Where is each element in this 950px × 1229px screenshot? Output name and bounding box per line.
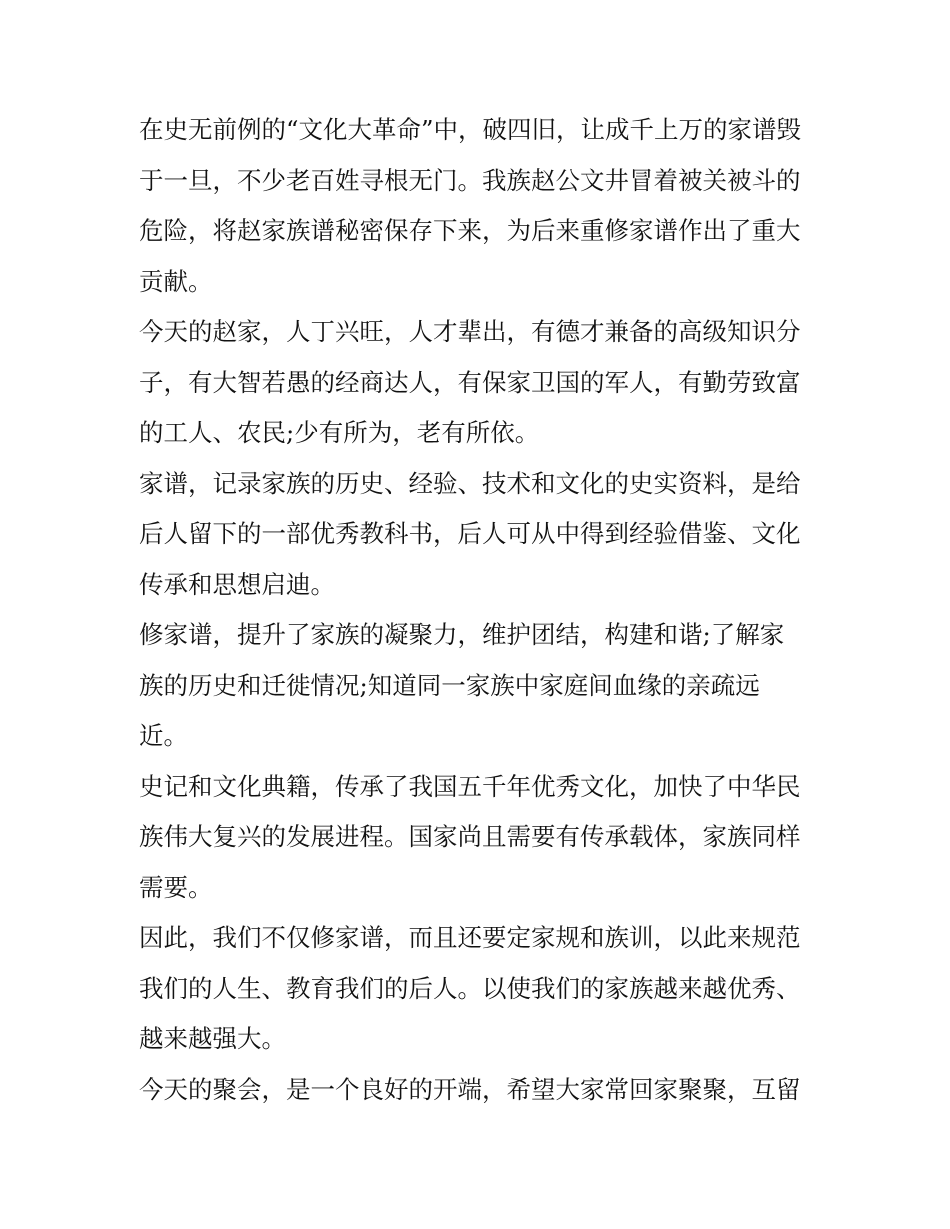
text-line: 在史无前例的“文化大革命”中，破四旧，让成千上万的家谱毁 xyxy=(139,115,802,144)
text-line: 史记和文化典籍，传承了我国五千年优秀文化，加快了中华民 xyxy=(139,771,801,801)
text-line: 今天的赵家，人丁兴旺，人才辈出，有德才兼备的高级知识分 xyxy=(139,317,801,346)
text-line: 越来越强大。 xyxy=(139,1024,286,1053)
text-line: 于一旦，不少老百姓寻根无门。我族赵公文井冒着被关被斗的 xyxy=(139,165,801,195)
text-line: 传承和思想启迪。 xyxy=(139,569,335,599)
text-line: 需要。 xyxy=(139,872,213,902)
text-line: 近。 xyxy=(139,721,188,750)
text-line: 因此，我们不仅修家谱，而且还要定家规和族训，以此来规范 xyxy=(139,923,801,952)
text-line: 家谱，记录家族的历史、经验、技术和文化的史实资料，是给 xyxy=(139,468,801,498)
text-line: 我们的人生、教育我们的后人。以使我们的家族越来越优秀、 xyxy=(139,973,801,1003)
text-line: 修家谱，提升了家族的凝聚力，维护团结，构建和谐;了解家 xyxy=(139,620,785,649)
text-line: 危险，将赵家族谱秘密保存下来，为后来重修家谱作出了重大 xyxy=(139,216,801,245)
text-line: 后人留下的一部优秀教科书，后人可从中得到经验借鉴、文化 xyxy=(139,519,801,548)
text-line: 族伟大复兴的发展进程。国家尚且需要有传承载体，家族同样 xyxy=(139,822,801,851)
text-line: 今天的聚会，是一个良好的开端，希望大家常回家聚聚，互留 xyxy=(139,1074,801,1104)
text-line: 贡献。 xyxy=(139,266,213,296)
text-line: 族的历史和迁徙情况;知道同一家族中家庭间血缘的亲疏远 xyxy=(139,670,760,700)
document-body xyxy=(139,105,829,1115)
text-line: 的工人、农民;少有所为，老有所依。 xyxy=(139,418,540,447)
text-line: 子，有大智若愚的经商达人，有保家卫国的军人，有勤劳致富 xyxy=(139,367,801,397)
